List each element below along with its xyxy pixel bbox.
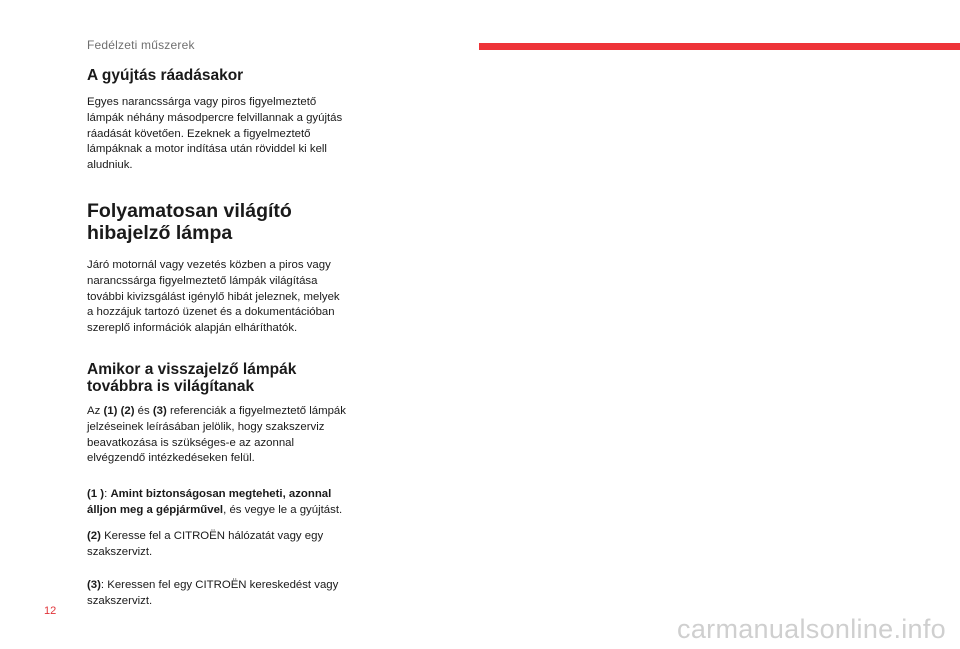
note-1-bold: Amint biztonságosan megteheti, azonnal álljon meg a gépjárművel: [87, 488, 332, 516]
note-2: [87, 529, 349, 561]
section-ignition-title: A gyújtás ráadásakor: [87, 67, 244, 84]
section-lamps-remain-body: [87, 404, 349, 467]
section-ignition-body: Egyes narancssárga vagy piros figyelmeztető lámpák néhány másodpercre felvillannak a gyújtás ráadását követően. Ezeknek a figyelmeztető lámpáknak a motor indítása után röviddel ki kell aludniuk.: [87, 96, 343, 172]
note-3: [87, 578, 349, 610]
note-1-sep: :: [104, 488, 111, 501]
watermark: carmanualsonline.info: [677, 614, 946, 644]
body-suffix: referenciák a figyelmeztető lámpák jelzéseinek leírásában jelölik, hogy szakszerviz beavatkozása is szükséges-e az azonnal elvégzendő intézkedéseken felül.: [87, 404, 346, 465]
note-1: [87, 487, 349, 519]
reference-3: (3): [152, 404, 167, 417]
header-accent-bar: [479, 43, 960, 50]
section-warning-lamp-title: Folyamatosan világító hibajelző lámpa: [87, 199, 292, 244]
content-column: [87, 66, 349, 610]
page-number: 12: [44, 605, 57, 617]
note-2-text: Keresse fel a CITROËN hálózatát vagy egy szakszervizt.: [87, 529, 324, 558]
section-warning-lamp-body: Járó motornál vagy vezetés közben a piros vagy narancssárga figyelmeztető lámpák világítása további kivizsgálást igénylő hibát jeleznek, melyek a hozzájuk tartozó üzenet és a dokumentációban szereplő információk alapján elháríthatók.: [87, 258, 340, 335]
note-1-text: , és vegye le a gyújtást.: [223, 503, 343, 516]
reference-2: (2): [120, 404, 135, 417]
header-title: Fedélzeti műszerek: [87, 38, 195, 52]
reference-1: (1): [103, 404, 118, 417]
section-lamps-remain-title: Amikor a visszajelző lámpák továbbra is világítanak: [87, 360, 297, 395]
note-2-ref: (2): [87, 529, 101, 542]
note-3-ref: (3): [87, 579, 101, 592]
note-1-ref: (1 ): [87, 488, 105, 501]
and-word: és: [134, 404, 153, 417]
note-3-text: : Keressen fel egy CITROËN kereskedést vagy szakszervizt.: [87, 579, 339, 608]
body-prefix: Az: [87, 404, 104, 417]
